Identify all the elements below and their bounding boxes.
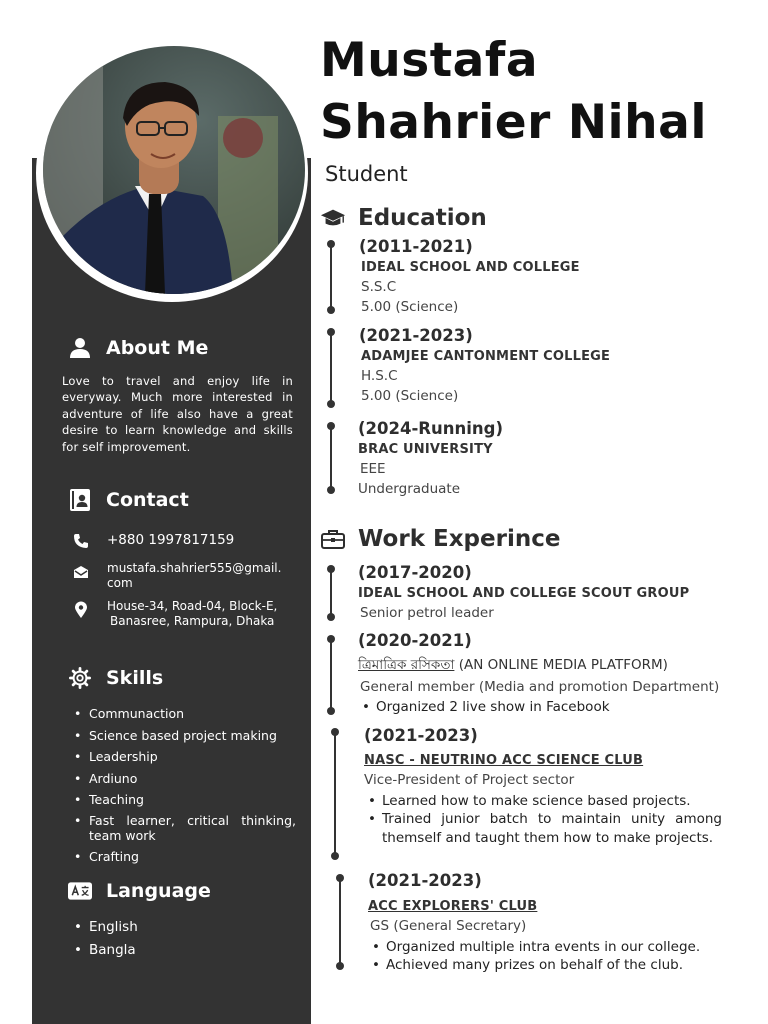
about-heading: [68, 336, 208, 360]
timeline-marker: [335, 874, 345, 970]
skill-item: • Teaching: [74, 791, 296, 809]
contact-heading: [68, 488, 189, 512]
role-title: Student: [325, 162, 408, 186]
entry-degree: S.S.C: [361, 279, 397, 295]
language-heading: [68, 879, 211, 903]
timeline-marker: [326, 422, 336, 494]
entry-org: ADAMJEE CANTONMENT COLLEGE: [361, 349, 611, 364]
entry-period: (2024-Running): [358, 419, 504, 438]
about-title: About Me: [106, 337, 209, 359]
bullet-item: • Organized multiple intra events in our college.: [368, 938, 748, 957]
org-description: (AN ONLINE MEDIA PLATFORM): [454, 657, 668, 673]
education-entry: [359, 236, 580, 317]
translate-icon: [68, 879, 92, 903]
entry-period: (2011-2021): [359, 237, 473, 256]
work-title: Work Experince: [358, 526, 561, 552]
contact-phone[interactable]: [72, 532, 234, 550]
work-entry: [358, 562, 689, 624]
bullet-item: • Organized 2 live show in Facebook: [358, 698, 753, 717]
name-line-1: Mustafa: [320, 33, 539, 88]
skills-title: Skills: [106, 667, 164, 689]
entry-org: ACC EXPLORERS' CLUB: [368, 899, 538, 914]
bangla-org-name: ত্রিমাত্রিক রসিকতা: [358, 657, 455, 673]
entry-org: IDEAL SCHOOL AND COLLEGE SCOUT GROUP: [358, 586, 690, 601]
entry-period: (2021-2023): [364, 726, 478, 745]
work-entry: [368, 870, 748, 975]
language-item: • Bangla: [74, 941, 138, 959]
education-title: Education: [358, 205, 487, 231]
bullet-item: • Learned how to make science based projects.: [364, 792, 722, 811]
skill-item: • Leadership: [74, 748, 296, 766]
skill-item: • Communaction: [74, 705, 296, 723]
entry-period: (2021-2023): [368, 871, 482, 890]
address-line-2: Banasree, Rampura, Dhaka: [110, 614, 275, 628]
email-line-1: mustafa.shahrier555@gmail.: [107, 561, 282, 575]
entry-degree: EEE: [360, 461, 386, 477]
bullet-item: • Trained junior batch to maintain unity among themself and taught them how to make projects.: [364, 810, 722, 847]
work-entry: [358, 630, 753, 717]
entry-bullets: [358, 698, 753, 717]
entry-org: NASC - NEUTRINO ACC SCIENCE CLUB: [364, 753, 644, 768]
entry-org: [358, 656, 753, 676]
address-line-1: House-34, Road-04, Block-E,: [107, 599, 278, 613]
skills-list: [74, 705, 296, 869]
skill-item: • Fast learner, critical thinking, team work: [74, 813, 296, 844]
timeline-marker: [326, 240, 336, 314]
contact-email[interactable]: [72, 561, 281, 591]
entry-period: (2017-2020): [358, 563, 472, 582]
timeline-marker: [330, 728, 340, 860]
name-line-2: Shahrier Nihal: [320, 95, 707, 150]
education-heading: [320, 205, 487, 231]
entry-bullets: [368, 938, 748, 975]
contact-address: [72, 599, 277, 629]
skill-item: • Science based project making: [74, 727, 296, 745]
timeline-marker: [326, 328, 336, 408]
email-line-2: com: [107, 576, 133, 590]
gear-icon: [68, 666, 92, 690]
contact-card-icon: [68, 488, 92, 512]
entry-role: General member (Media and promotion Department): [360, 678, 720, 695]
work-entry: [364, 725, 722, 847]
skills-heading: [68, 666, 163, 690]
phone-icon: [72, 532, 90, 550]
entry-bullets: [364, 792, 722, 848]
entry-role: GS (General Secretary): [370, 918, 527, 934]
full-name: [320, 30, 707, 154]
skill-item: • Crafting: [74, 848, 296, 866]
contact-title: Contact: [106, 489, 189, 511]
entry-role: Vice-President of Project sector: [364, 772, 575, 788]
phone-text: +880 1997817159: [107, 532, 235, 548]
entry-org: IDEAL SCHOOL AND COLLEGE: [361, 260, 580, 275]
mail-icon: [72, 563, 90, 581]
location-pin-icon: [72, 601, 90, 619]
bullet-item: • Achieved many prizes on behalf of the club.: [368, 956, 748, 975]
entry-role: Senior petrol leader: [360, 605, 494, 621]
briefcase-icon: [320, 526, 346, 552]
work-heading: [320, 526, 560, 552]
entry-period: (2021-2023): [359, 326, 473, 345]
skill-item: • Ardiuno: [74, 770, 296, 788]
education-entry: [358, 418, 503, 499]
about-text: Love to travel and enjoy life in everyway. Much more interested in adventure of life also have a great desire to learn knowledge and skills for self improvement.: [62, 374, 293, 454]
entry-result: 5.00 (Science): [361, 298, 459, 315]
language-item: • English: [74, 918, 138, 936]
entry-org: BRAC UNIVERSITY: [358, 442, 493, 457]
timeline-marker: [326, 565, 336, 621]
language-title: Language: [106, 880, 211, 902]
person-icon: [68, 336, 92, 360]
language-list: [74, 918, 138, 964]
education-entry: [359, 325, 610, 406]
entry-period: (2020-2021): [358, 631, 472, 650]
entry-result: 5.00 (Science): [361, 387, 459, 404]
entry-result: Undergraduate: [358, 480, 461, 497]
entry-degree: H.S.C: [361, 368, 398, 384]
profile-photo: [43, 46, 305, 294]
graduation-cap-icon: [320, 205, 346, 231]
timeline-marker: [326, 635, 336, 715]
